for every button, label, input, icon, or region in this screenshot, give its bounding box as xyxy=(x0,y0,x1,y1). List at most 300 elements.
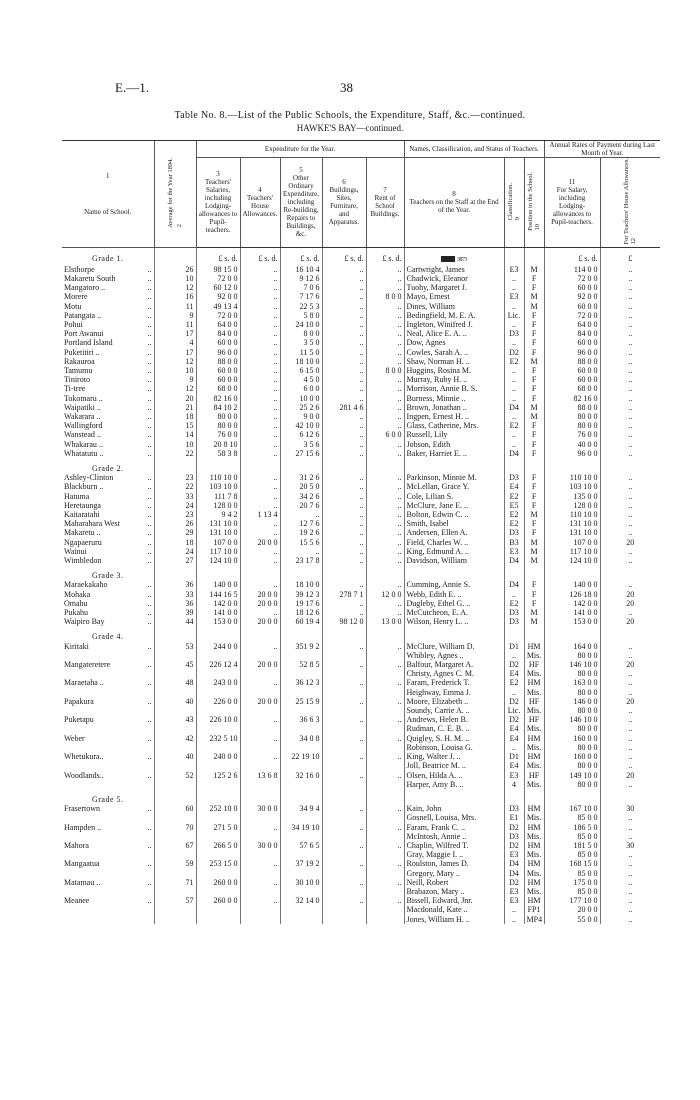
house-allowance-rate: .. xyxy=(600,688,660,697)
average-attendance: 52 xyxy=(154,771,196,780)
house-allowances: .. xyxy=(240,752,280,761)
teacher-position: Mis. xyxy=(524,688,544,697)
table-row xyxy=(62,743,660,752)
unit-pound: £ xyxy=(382,253,387,263)
school-name-cell xyxy=(62,375,154,384)
teacher-position: M xyxy=(524,302,544,311)
teacher-position: F xyxy=(524,375,544,384)
unit-label-other xyxy=(280,247,322,265)
house-allowances: .. xyxy=(240,556,280,565)
school-name: Mangaatua xyxy=(64,859,100,869)
unit-label-rate xyxy=(544,247,600,265)
house-allowance-rate: .. xyxy=(600,724,660,733)
house-allowances: 1 13 4 xyxy=(240,510,280,519)
school-name-cell xyxy=(62,660,154,669)
table-row xyxy=(62,617,660,626)
school-leader-dots: .. xyxy=(147,347,152,357)
teacher-name: Bissell, Edward, Jnr. xyxy=(404,896,504,905)
school-name: Omahu xyxy=(64,598,88,608)
house-allowances: .. xyxy=(240,547,280,556)
rent-expenditure: 6 0 0 xyxy=(366,430,404,439)
teacher-name: Mayo, Ernest xyxy=(404,292,504,301)
school-leader-dots: .. xyxy=(147,430,152,440)
average-attendance: 36 xyxy=(154,599,196,608)
teacher-classification: E3 xyxy=(504,265,524,274)
school-name: Mohaka xyxy=(64,589,91,599)
average-attendance: 10 xyxy=(154,274,196,283)
teacher-name: Whibley, Agnes .. xyxy=(404,651,504,660)
buildings-expenditure xyxy=(322,869,366,878)
teachers-salaries xyxy=(196,832,240,841)
col-number-9: 9 xyxy=(514,216,522,220)
other-expenditure: 30 10 0 xyxy=(280,878,322,887)
table-row xyxy=(62,375,660,384)
school-name: Maraekakaho xyxy=(64,580,108,590)
teacher-name: Macdonald, Kate .. xyxy=(404,905,504,914)
salary-rate: 131 10 0 xyxy=(544,528,600,537)
teachers-salaries xyxy=(196,869,240,878)
teachers-salaries: 226 0 0 xyxy=(196,697,240,706)
teacher-classification: B3 xyxy=(504,538,524,547)
teacher-position: M xyxy=(524,617,544,626)
teachers-salaries: 117 10 0 xyxy=(196,547,240,556)
teacher-classification: E2 xyxy=(504,421,524,430)
house-allowances: .. xyxy=(240,449,280,458)
table-row xyxy=(62,660,660,669)
school-name-cell xyxy=(62,813,154,822)
table-row xyxy=(62,688,660,697)
other-expenditure xyxy=(280,651,322,660)
school-name-cell xyxy=(62,501,154,510)
buildings-expenditure xyxy=(322,706,366,715)
grade-heading-row xyxy=(62,789,660,804)
teacher-name: Gray, Maggie I. .. xyxy=(404,850,504,859)
salary-rate: 60 0 0 xyxy=(544,375,600,384)
salary-rate: 55 0 0 xyxy=(544,915,600,924)
buildings-expenditure: 278 7 1 xyxy=(322,590,366,599)
teachers-salaries: 60 12 0 xyxy=(196,283,240,292)
teachers-salaries: 60 0 0 xyxy=(196,375,240,384)
salary-rate: 110 10 0 xyxy=(544,473,600,482)
table-row xyxy=(62,430,660,439)
rent-expenditure: .. xyxy=(366,421,404,430)
school-name: Ngapaeruru xyxy=(64,537,102,547)
school-leader-dots: .. xyxy=(147,715,152,725)
table-row xyxy=(62,366,660,375)
school-name: Makaretu South xyxy=(64,273,116,283)
teacher-classification: D4 xyxy=(504,556,524,565)
average-attendance xyxy=(154,915,196,924)
grade-spacer xyxy=(504,626,524,641)
average-attendance: 71 xyxy=(154,878,196,887)
teachers-salaries: 252 10 0 xyxy=(196,804,240,813)
table-row xyxy=(62,302,660,311)
teacher-classification: D3 xyxy=(504,473,524,482)
rent-expenditure: .. xyxy=(366,642,404,651)
school-name: Puketitiri .. xyxy=(64,347,100,357)
teacher-position: HM xyxy=(524,642,544,651)
house-allowances: 20 0 0 xyxy=(240,538,280,547)
buildings-expenditure: .. xyxy=(322,715,366,724)
school-leader-dots: .. xyxy=(147,365,152,375)
school-name-cell xyxy=(62,642,154,651)
unit-label-build xyxy=(322,247,366,265)
house-allowances xyxy=(240,706,280,715)
rent-expenditure: .. xyxy=(366,556,404,565)
other-expenditure xyxy=(280,887,322,896)
buildings-expenditure: .. xyxy=(322,896,366,905)
school-name-cell xyxy=(62,556,154,565)
teacher-position: M xyxy=(524,412,544,421)
rent-expenditure: .. xyxy=(366,329,404,338)
school-name-cell xyxy=(62,357,154,366)
school-name-cell xyxy=(62,850,154,859)
school-name: Kiritaki xyxy=(64,641,89,651)
average-attendance xyxy=(154,850,196,859)
teacher-classification: E2 xyxy=(504,492,524,501)
col-name-label: Name of School. xyxy=(84,207,132,216)
school-name-cell xyxy=(62,510,154,519)
salary-rate: 135 0 0 xyxy=(544,492,600,501)
house-allowance-rate: 20 xyxy=(600,660,660,669)
teachers-salaries: 243 0 0 xyxy=(196,678,240,687)
average-attendance: 17 xyxy=(154,348,196,357)
house-allowance-rate: .. xyxy=(600,292,660,301)
house-allowances xyxy=(240,743,280,752)
rent-expenditure: .. xyxy=(366,823,404,832)
rent-expenditure: 13 0 0 xyxy=(366,617,404,626)
table-row xyxy=(62,850,660,859)
table-row xyxy=(62,394,660,403)
teacher-name: Moore, Elizabeth .. xyxy=(404,697,504,706)
house-allowance-rate: .. xyxy=(600,556,660,565)
salary-rate: 80 0 0 xyxy=(544,743,600,752)
rent-expenditure: .. xyxy=(366,528,404,537)
other-expenditure: 60 19 4 xyxy=(280,617,322,626)
teachers-salaries: 131 10 0 xyxy=(196,528,240,537)
salary-rate: 60 0 0 xyxy=(544,283,600,292)
school-leader-dots: .. xyxy=(147,384,152,394)
grade-label: Grade 3. xyxy=(91,571,124,581)
school-leader-dots: .. xyxy=(147,580,152,590)
teacher-name: McLellan, Grace Y. xyxy=(404,482,504,491)
grade-spacer xyxy=(240,789,280,804)
teacher-classification: .. xyxy=(504,394,524,403)
buildings-expenditure xyxy=(322,832,366,841)
other-expenditure: 12 7 6 xyxy=(280,519,322,528)
school-name-cell xyxy=(62,743,154,752)
teacher-name: Dow, Agnes xyxy=(404,338,504,347)
buildings-expenditure xyxy=(322,780,366,789)
house-allowance-rate: .. xyxy=(600,878,660,887)
buildings-expenditure: .. xyxy=(322,519,366,528)
buildings-expenditure: .. xyxy=(322,329,366,338)
teachers-salaries: 111 7 8 xyxy=(196,492,240,501)
house-allowance-rate: .. xyxy=(600,329,660,338)
grade-spacer xyxy=(600,458,660,473)
col-house-rate-label: For Teachers' House Allowances. xyxy=(623,158,631,245)
teachers-salaries: 232 5 10 xyxy=(196,734,240,743)
teachers-salaries: 125 2 6 xyxy=(196,771,240,780)
house-allowances: .. xyxy=(240,734,280,743)
teachers-salaries: 72 0 0 xyxy=(196,311,240,320)
col-number-1: 1 xyxy=(106,171,110,180)
other-expenditure: 23 17 8 xyxy=(280,556,322,565)
teacher-classification: E4 xyxy=(504,669,524,678)
teacher-position: M xyxy=(524,538,544,547)
teacher-classification: .. xyxy=(504,590,524,599)
teacher-position: M xyxy=(524,608,544,617)
salary-rate: 80 0 0 xyxy=(544,669,600,678)
unit-pound: £ xyxy=(578,253,583,263)
grade-spacer xyxy=(280,565,322,580)
buildings-expenditure: .. xyxy=(322,274,366,283)
rent-expenditure: .. xyxy=(366,320,404,329)
col-teachers-header xyxy=(404,158,504,248)
salary-rate: 153 0 0 xyxy=(544,617,600,626)
other-expenditure: 20 5 0 xyxy=(280,482,322,491)
table-row xyxy=(62,510,660,519)
teacher-name: Bolton, Edwin C. .. xyxy=(404,510,504,519)
average-attendance: 18 xyxy=(154,412,196,421)
salary-rate: 103 10 0 xyxy=(544,482,600,491)
school-name: Morere xyxy=(64,292,88,302)
salary-rate: 140 0 0 xyxy=(544,580,600,589)
table-row xyxy=(62,896,660,905)
teacher-position: F xyxy=(524,590,544,599)
buildings-expenditure: .. xyxy=(322,492,366,501)
school-name-cell xyxy=(62,283,154,292)
buildings-expenditure: .. xyxy=(322,320,366,329)
buildings-expenditure xyxy=(322,915,366,924)
teacher-classification: .. xyxy=(504,302,524,311)
other-expenditure: 5 8 0 xyxy=(280,311,322,320)
grade-spacer xyxy=(524,565,544,580)
house-allowances: .. xyxy=(240,375,280,384)
table-row xyxy=(62,274,660,283)
other-expenditure: 52 8 5 xyxy=(280,660,322,669)
other-expenditure: 7 0 6 xyxy=(280,283,322,292)
table-row xyxy=(62,859,660,868)
teacher-name: Wilson, Henry L. .. xyxy=(404,617,504,626)
unit-shilling: s. xyxy=(224,253,230,263)
grade-spacer xyxy=(154,789,196,804)
house-allowances xyxy=(240,761,280,770)
table-row xyxy=(62,338,660,347)
teacher-position: F xyxy=(524,440,544,449)
col-house-header xyxy=(240,158,280,248)
buildings-expenditure xyxy=(322,669,366,678)
school-name-cell xyxy=(62,697,154,706)
school-name-cell xyxy=(62,734,154,743)
unit-pound: £ xyxy=(218,253,223,263)
teacher-position: F xyxy=(524,430,544,439)
house-allowances: .. xyxy=(240,338,280,347)
grade-spacer xyxy=(196,626,240,641)
average-attendance: 48 xyxy=(154,678,196,687)
other-expenditure: 34 2 6 xyxy=(280,492,322,501)
teacher-name: Harper, Amy B. .. xyxy=(404,780,504,789)
other-expenditure: 42 10 0 xyxy=(280,421,322,430)
teacher-classification: .. xyxy=(504,283,524,292)
teachers-salaries: 82 16 0 xyxy=(196,394,240,403)
teacher-classification: E3 xyxy=(504,896,524,905)
other-expenditure xyxy=(280,743,322,752)
house-allowance-rate: .. xyxy=(600,734,660,743)
teacher-name: Cowles, Sarah A. .. xyxy=(404,348,504,357)
buildings-expenditure xyxy=(322,743,366,752)
unit-pence: d. xyxy=(231,253,238,263)
other-expenditure: 18 10 0 xyxy=(280,580,322,589)
house-allowances: .. xyxy=(240,501,280,510)
house-allowance-rate: .. xyxy=(600,366,660,375)
salary-rate: 80 0 0 xyxy=(544,688,600,697)
salary-rate: 110 10 0 xyxy=(544,510,600,519)
school-name: Meanee xyxy=(64,896,90,906)
teacher-position: Mis. xyxy=(524,743,544,752)
salary-rate: 96 0 0 xyxy=(544,449,600,458)
house-allowances: .. xyxy=(240,678,280,687)
buildings-expenditure xyxy=(322,887,366,896)
teacher-classification: E3 xyxy=(504,771,524,780)
other-expenditure: 15 5 6 xyxy=(280,538,322,547)
teacher-classification: 4 xyxy=(504,780,524,789)
rates-group-header: Annual Rates of Payment during Last Month of Year. xyxy=(544,141,660,158)
teacher-name: Baker, Harriet E. .. xyxy=(404,449,504,458)
salary-rate: 85 0 0 xyxy=(544,832,600,841)
school-leader-dots: .. xyxy=(147,608,152,618)
teacher-position: Mis. xyxy=(524,724,544,733)
grade-spacer xyxy=(322,458,366,473)
teacher-classification: D3 xyxy=(504,608,524,617)
teacher-position: F xyxy=(524,421,544,430)
school-name-cell xyxy=(62,771,154,780)
rent-expenditure: .. xyxy=(366,449,404,458)
col-number-8: 8 xyxy=(452,190,456,199)
buildings-expenditure: .. xyxy=(322,430,366,439)
teacher-name: McIntosh, Annie .. xyxy=(404,832,504,841)
salary-rate: 167 10 0 xyxy=(544,804,600,813)
average-attendance xyxy=(154,669,196,678)
house-allowance-rate: .. xyxy=(600,850,660,859)
house-allowances xyxy=(240,669,280,678)
teachers-salaries: 60 0 0 xyxy=(196,338,240,347)
teachers-salaries: 244 0 0 xyxy=(196,642,240,651)
table-title: Table No. 8.—List of the Public Schools, the Expenditure, Staff, &c.—continued. xyxy=(174,110,526,121)
school-name: Wainui xyxy=(64,546,87,556)
school-leader-dots: .. xyxy=(147,528,152,538)
teacher-classification: E5 xyxy=(504,501,524,510)
rent-expenditure: .. xyxy=(366,357,404,366)
col-number-12: 12 xyxy=(630,238,638,245)
col-number-5: 5 xyxy=(299,166,303,175)
other-expenditure: 7 17 6 xyxy=(280,292,322,301)
teacher-position: F xyxy=(524,449,544,458)
school-leader-dots: .. xyxy=(147,840,152,850)
teacher-classification: E4 xyxy=(504,734,524,743)
table-row xyxy=(62,915,660,924)
rent-expenditure xyxy=(366,761,404,770)
house-allowance-rate: .. xyxy=(600,813,660,822)
school-name: Waipiro Bay xyxy=(64,617,105,627)
house-allowances: .. xyxy=(240,608,280,617)
teacher-name: Glass, Catherine, Mrs. xyxy=(404,421,504,430)
buildings-expenditure: .. xyxy=(322,440,366,449)
teachers-salaries: 124 10 0 xyxy=(196,556,240,565)
teachers-salaries: 88 0 0 xyxy=(196,357,240,366)
table-row xyxy=(62,449,660,458)
house-allowances: .. xyxy=(240,311,280,320)
salary-rate: 68 0 0 xyxy=(544,384,600,393)
teacher-name: Kain, John xyxy=(404,804,504,813)
table-row xyxy=(62,412,660,421)
buildings-expenditure: .. xyxy=(322,510,366,519)
table-row xyxy=(62,265,660,274)
school-leader-dots: .. xyxy=(147,641,152,651)
salary-rate: 160 0 0 xyxy=(544,752,600,761)
teacher-classification: .. xyxy=(504,905,524,914)
school-name: Tokomaru .. xyxy=(64,393,103,403)
house-allowances xyxy=(240,905,280,914)
school-leader-dots: .. xyxy=(147,617,152,627)
col-rent-label: Rent of School Buildings. xyxy=(370,194,400,219)
average-attendance xyxy=(154,887,196,896)
buildings-expenditure: .. xyxy=(322,734,366,743)
school-leader-dots: .. xyxy=(147,393,152,403)
buildings-expenditure: .. xyxy=(322,394,366,403)
grade-spacer xyxy=(240,565,280,580)
house-allowance-rate: .. xyxy=(600,403,660,412)
school-name-cell xyxy=(62,338,154,347)
rent-expenditure: .. xyxy=(366,734,404,743)
average-attendance: 29 xyxy=(154,528,196,537)
teacher-position: F xyxy=(524,329,544,338)
school-name-cell xyxy=(62,311,154,320)
school-name: Blackburn .. xyxy=(64,482,104,492)
teachers-salaries xyxy=(196,706,240,715)
house-allowance-rate: .. xyxy=(600,905,660,914)
school-name-cell xyxy=(62,669,154,678)
teacher-name: Russell, Lily xyxy=(404,430,504,439)
house-allowance-rate: .. xyxy=(600,547,660,556)
school-leader-dots: .. xyxy=(147,598,152,608)
school-name: Mangateretere xyxy=(64,660,111,670)
other-expenditure: 57 6 5 xyxy=(280,841,322,850)
school-leader-dots: .. xyxy=(147,439,152,449)
school-leader-dots: .. xyxy=(147,510,152,520)
teacher-position: MP4 xyxy=(524,915,544,924)
grade-spacer xyxy=(280,626,322,641)
teachers-salaries: 266 5 0 xyxy=(196,841,240,850)
buildings-expenditure: .. xyxy=(322,547,366,556)
house-allowances: .. xyxy=(240,519,280,528)
rent-expenditure xyxy=(366,887,404,896)
teacher-position: M xyxy=(524,357,544,366)
house-allowances: 13 6 8 xyxy=(240,771,280,780)
average-attendance: 45 xyxy=(154,660,196,669)
table-row xyxy=(62,724,660,733)
school-leader-dots: .. xyxy=(147,556,152,566)
table-row xyxy=(62,492,660,501)
house-allowances: .. xyxy=(240,403,280,412)
house-allowances: .. xyxy=(240,357,280,366)
teacher-name: Quigley, S. H. M. .. xyxy=(404,734,504,743)
buildings-expenditure: .. xyxy=(322,348,366,357)
rent-expenditure xyxy=(366,850,404,859)
other-expenditure: 34 19 10 xyxy=(280,823,322,832)
house-allowance-rate: .. xyxy=(600,915,660,924)
teacher-classification: .. xyxy=(504,320,524,329)
